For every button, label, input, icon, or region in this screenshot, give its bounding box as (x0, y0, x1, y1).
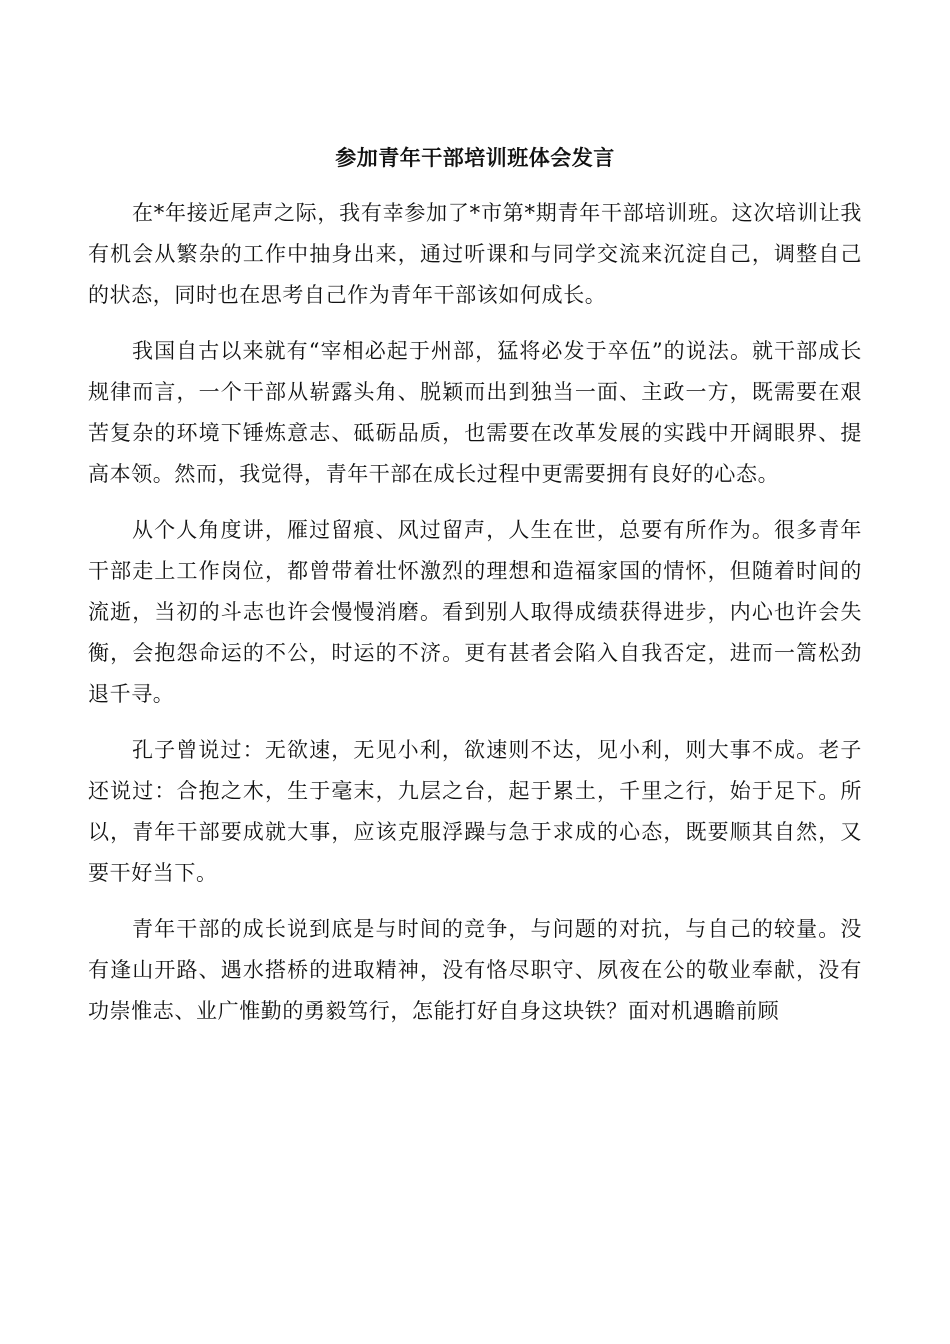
paragraph-2: 我国自古以来就有“宰相必起于州部，猛将必发于卒伍”的说法。就干部成长规律而言，一个干部从崭露头角、脱颖而出到独当一面、主政一方，既需要在艰苦复杂的环境下锤炼意志、砥砺品质，也需要在改革发展的实践中开阔眼界、提高本领。然而，我觉得，青年干部在成长过程中更需要拥有良好的心态。 (88, 339, 862, 486)
paragraph-1: 在*年接近尾声之际，我有幸参加了*市第*期青年干部培训班。这次培训让我有机会从繁杂的工作中抽身出来，通过听课和与同学交流来沉淀自己，调整自己的状态，同时也在思考自己作为青年干部该如何成长。 (88, 201, 862, 307)
document-title: 参加青年干部培训班体会发言 (335, 145, 615, 170)
document-body (88, 193, 862, 1047)
paragraph-4: 孔子曾说过：无欲速，无见小利，欲速则不达，见小利，则大事不成。老子还说过：合抱之木，生于毫末，九层之台，起于累土，千里之行，始于足下。所以，青年干部要成就大事，应该克服浮躁与急于求成的心态，既要顺其自然，又要干好当下。 (88, 738, 862, 885)
paragraph-5: 青年干部的成长说到底是与时间的竞争，与问题的对抗，与自己的较量。没有逢山开路、遇水搭桥的进取精神，没有恪尽职守、夙夜在公的敬业奉献，没有功崇惟志、业广惟勤的勇毅笃行，怎能打好自身这块铁？面对机遇瞻前顾 (88, 917, 862, 1023)
paragraph-3: 从个人角度讲，雁过留痕、风过留声，人生在世，总要有所作为。很多青年干部走上工作岗位，都曾带着壮怀激烈的理想和造福家国的情怀，但随着时间的流逝，当初的斗志也许会慢慢消磨。看到别人取得成绩获得进步，内心也许会失衡，会抱怨命运的不公，时运的不济。更有甚者会陷入自我否定，进而一篙松劲退千寻。 (88, 518, 862, 706)
